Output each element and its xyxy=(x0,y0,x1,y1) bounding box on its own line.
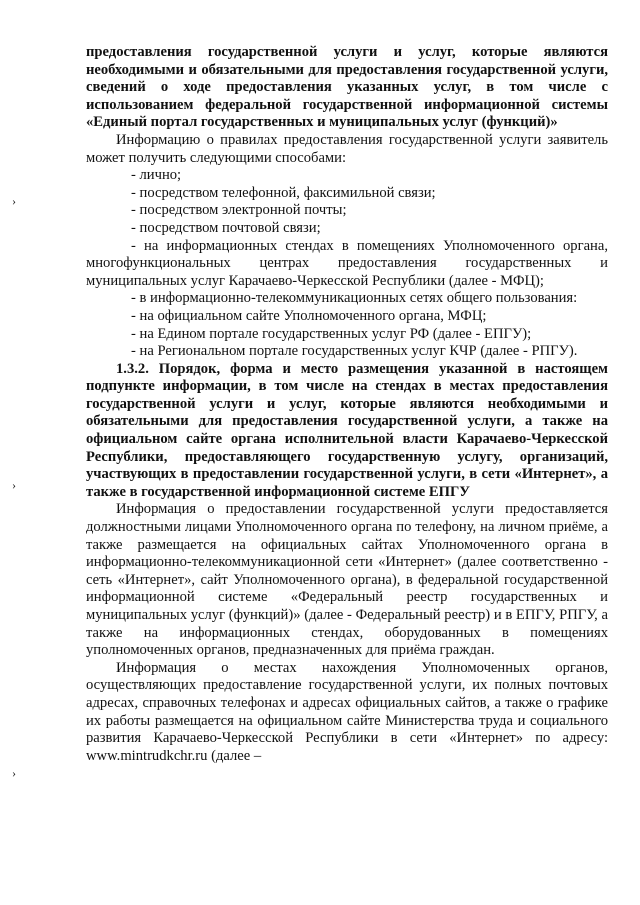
document-page xyxy=(86,44,608,765)
list-item: - посредством почтовой связи; xyxy=(131,219,321,236)
list-item: - лично; xyxy=(131,167,182,184)
location-paragraph: Информация о местах нахождения Уполномоченных органов, осуществляющих предоставление государственной услуги, их полных почтовых адресах, справочных телефонах и адресах официальных сайтов, а также о графике их работы размещается на официальном сайте Министерства труда и социального развития Карачаево-Черкесской Республики в сети «Интернет» по адресу: www.mintrudkchr.ru (далее – xyxy=(86,659,608,764)
list-item: - на информационных стендах в помещениях Уполномоченного органа, многофункциональных центрах предоставления государственных и муниципальных услуг Карачаево-Черкесской Республики (далее - МФЦ); xyxy=(86,237,608,289)
intro-paragraph: Информацию о правилах предоставления государственной услуги заявитель может получить следующими способами: xyxy=(86,131,608,166)
list-item: - в информационно-телекоммуникационных сетях общего пользования: xyxy=(131,290,578,307)
margin-mark: › xyxy=(12,194,16,208)
margin-mark: › xyxy=(12,766,16,780)
list-item: - на Едином портале государственных услуг РФ (далее - ЕПГУ); xyxy=(131,325,532,342)
margin-mark: › xyxy=(12,478,16,492)
list-item: - посредством телефонной, факсимильной связи; xyxy=(131,184,436,201)
heading-continuation: предоставления государственной услуги и услуг, которые являются необходимыми и обязательными для предоставления государственной услуги, сведений о ходе предоставления указанных услуг, в том числе с использованием федеральной государственной информационной системы «Единый портал государственных и муниципальных услуг (функций)» xyxy=(86,44,608,131)
list-item: - посредством электронной почты; xyxy=(131,202,347,219)
methods-list xyxy=(86,167,608,361)
list-item: - на Региональном портале государственных услуг КЧР (далее - РПГУ). xyxy=(131,343,578,360)
list-item: - на официальном сайте Уполномоченного органа, МФЦ; xyxy=(131,307,487,324)
section-heading: 1.3.2. Порядок, форма и место размещения указанной в настоящем подпункте информации, в том числе на стендах в местах предоставления государственной услуги и услуг, которые являются необходимыми и обязательными для предоставления государственной услуги, а также на официальном сайте органа исполнительной власти Карачаево-Черкесской Республики, предоставляющего государственную услугу, организаций, участвующих в предоставлении государственной услуги, в сети «Интернет», а также в государственной информационной системе ЕПГУ xyxy=(86,360,608,500)
info-paragraph: Информация о предоставлении государственной услуги предоставляется должностными лицами Уполномоченного органа по телефону, на личном приёме, а также размещается на официальных сайтах Уполномоченного органа в информационно-телекоммуникационной сети «Интернет» (далее соответственно - сеть «Интернет», сайт Уполномоченного органа), в федеральной государственной информационной системе «Федеральный реестр государственных и муниципальных услуг (функций)» (далее - Федеральный реестр) и в ЕПГУ, РПГУ, а также на информационных стендах, оборудованных в помещениях уполномоченных органов, предназначенных для приёма граждан. xyxy=(86,501,608,659)
